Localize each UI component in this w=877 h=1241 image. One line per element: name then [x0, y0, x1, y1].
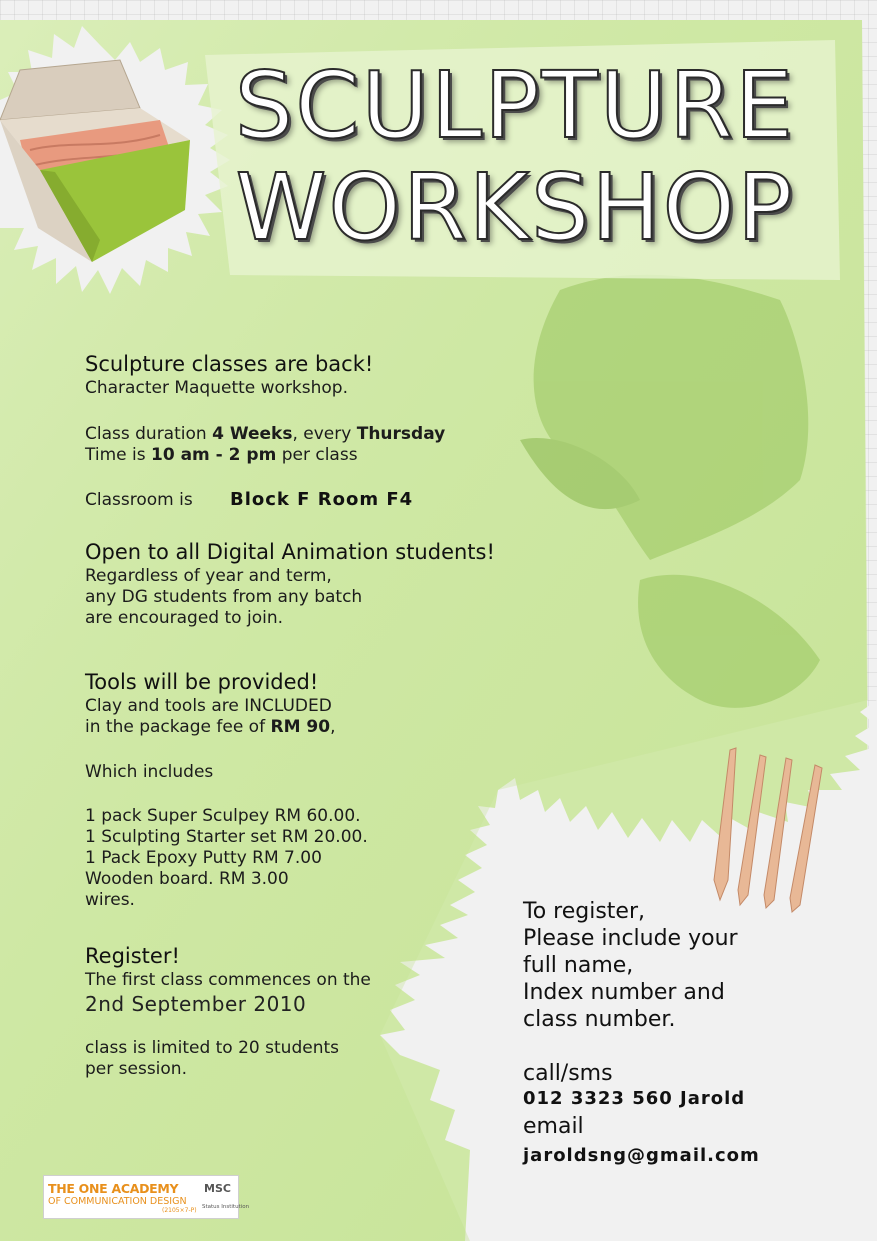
time-value: 10 am - 2 pm	[151, 445, 277, 465]
duration-mid: , every	[292, 424, 357, 444]
package-item: 1 Sculpting Starter set RM 20.00.	[85, 827, 368, 847]
title-line-1: SCULPTURE	[234, 52, 796, 159]
package-item: Wooden board. RM 3.00	[85, 869, 289, 889]
email-address[interactable]: jaroldsng@gmail.com	[523, 1145, 760, 1166]
contact-line: Please include your	[523, 926, 738, 951]
class-duration	[85, 424, 445, 445]
title-line-2: WORKSHOP	[235, 154, 795, 261]
contact-line: class number.	[523, 1007, 676, 1032]
eligibility-line: are encouraged to join.	[85, 608, 283, 628]
tools-line1-prefix: Clay and tools are	[85, 696, 245, 716]
tools-included: INCLUDED	[244, 696, 332, 716]
package-fee: RM 90	[270, 717, 331, 737]
package-item: wires.	[85, 890, 135, 910]
start-date: 2nd September 2010	[85, 992, 307, 1016]
contact-line: Index number and	[523, 980, 725, 1005]
classroom-label: Classroom is	[85, 490, 193, 510]
duration-prefix: Class duration	[85, 424, 213, 444]
phone-number[interactable]: 012 3323 560 Jarold	[523, 1088, 746, 1109]
email-label: email	[523, 1114, 584, 1139]
tools-line2-prefix: in the package fee of	[85, 717, 271, 737]
logo-line-2: OF COMMUNICATION DESIGN	[48, 1196, 187, 1207]
package-item: 1 Pack Epoxy Putty RM 7.00	[85, 848, 322, 868]
logo-line-1: THE ONE ACADEMY	[48, 1181, 179, 1196]
eligibility-heading: Open to all Digital Animation students!	[85, 540, 495, 564]
includes-label: Which includes	[85, 762, 214, 782]
contact-line: full name,	[523, 953, 634, 978]
time-prefix: Time is	[85, 445, 151, 465]
tools-line2-suffix: ,	[330, 717, 336, 737]
limit-line: class is limited to 20 students	[85, 1038, 339, 1058]
limit-line: per session.	[85, 1059, 187, 1079]
tools-line-2	[85, 717, 335, 738]
register-line: The first class commences on the	[85, 970, 371, 990]
eligibility-line: any DG students from any batch	[85, 587, 363, 607]
logo-line-3: (2105×7-P)	[162, 1207, 197, 1214]
msc-subtitle: Status Institution	[202, 1204, 250, 1210]
tools-heading: Tools will be provided!	[85, 670, 319, 694]
contact-line: To register,	[523, 899, 645, 924]
msc-logo: MSC	[204, 1182, 231, 1195]
register-heading: Register!	[85, 944, 180, 968]
eligibility-line: Regardless of year and term,	[85, 566, 332, 586]
class-time	[85, 445, 358, 466]
intro-subtitle: Character Maquette workshop.	[85, 378, 349, 398]
tools-line-1	[85, 696, 332, 717]
duration-value: 4 Weeks	[212, 424, 293, 444]
academy-logo	[43, 1175, 250, 1219]
intro-heading: Sculpture classes are back!	[85, 352, 374, 376]
package-item: 1 pack Super Sculpey RM 60.00.	[85, 806, 361, 826]
class-day: Thursday	[356, 424, 446, 444]
classroom-value: Block F Room F4	[230, 489, 414, 510]
time-suffix: per class	[276, 445, 358, 465]
call-label: call/sms	[523, 1061, 613, 1086]
